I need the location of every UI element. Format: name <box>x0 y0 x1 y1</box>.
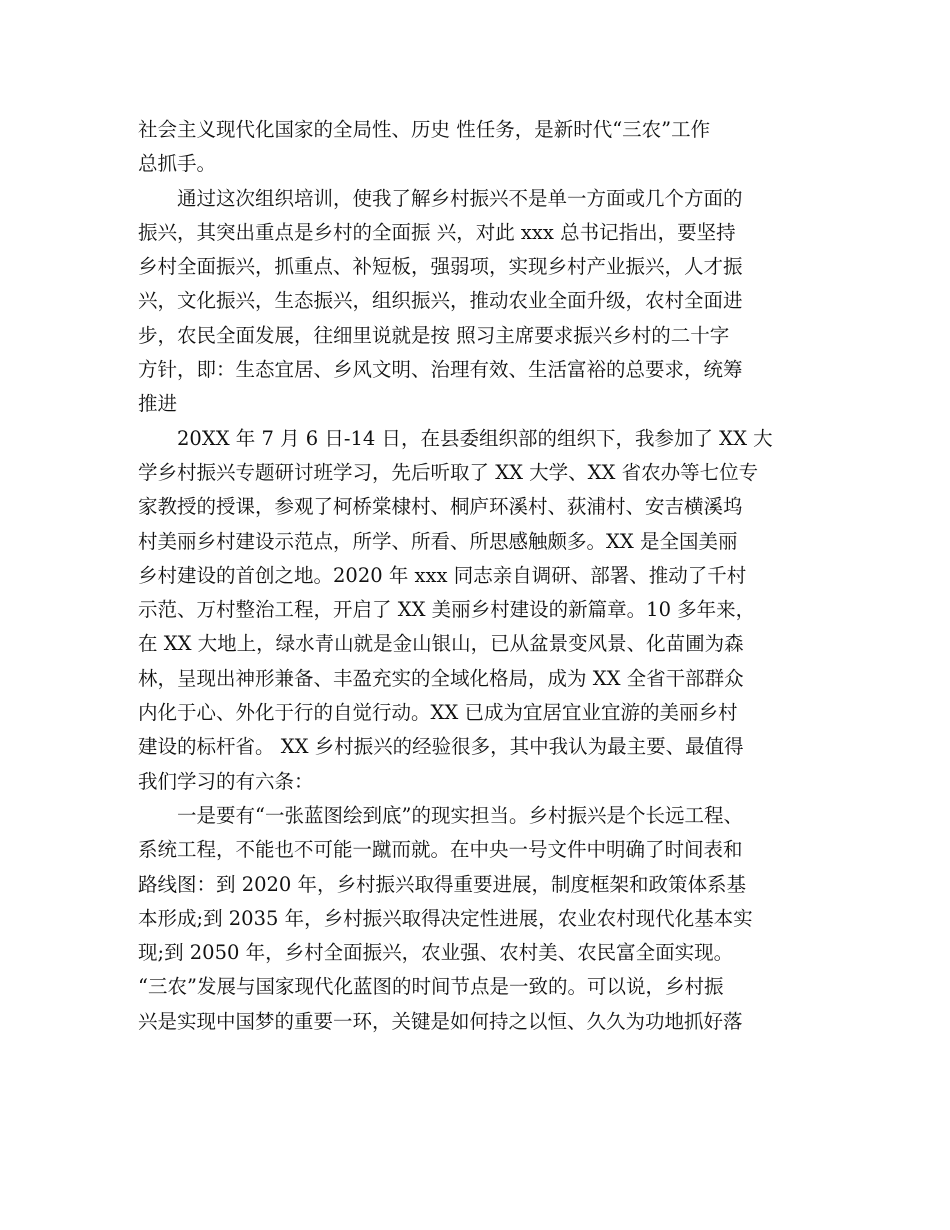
text-line: 20XX 年 7 月 6 日-14 日，在县委组织部的组织下，我参加了 XX 大 <box>138 426 773 450</box>
text-line: 社会主义现代化国家的全局性、历史 性任务，是新时代“三农”工作 <box>138 118 711 141</box>
text-line: 兴，文化振兴，生态振兴，组织振兴，推动农业全面升级，农村全面进 <box>138 289 743 313</box>
text-line: 系统工程，不能也不可能一蹴而就。在中央一号文件中明确了时间表和 <box>138 838 743 862</box>
text-line: 振兴，其突出重点是乡村的全面振 兴，对此 xxx 总书记指出，要坚持 <box>138 220 736 244</box>
text-line: 现;到 2050 年，乡村全面振兴，农业强、农村美、农民富全面实现。 <box>138 941 734 965</box>
text-line: 路线图：到 2020 年，乡村振兴取得重要进展，制度框架和政策体系基 <box>138 872 747 896</box>
text-line: 家教授的授课，参观了柯桥棠棣村、桐庐环溪村、荻浦村、安吉横溪坞 <box>138 495 743 519</box>
text-line: 兴是实现中国梦的重要一环，关键是如何持之以恒、久久为功地抓好落 <box>138 1009 743 1033</box>
text-line: 林，呈现出神形兼备、丰盈充实的全域化格局，成为 XX 全省干部群众 <box>138 666 744 690</box>
text-line: 示范、万村整治工程，开启了 XX 美丽乡村建设的新篇章。10 多年来， <box>138 598 756 622</box>
text-line: 乡村建设的首创之地。2020 年 xxx 同志亲自调研、部署、推动了千村 <box>138 563 747 587</box>
text-line: 总抓手。 <box>138 152 217 176</box>
text-line: 乡村全面振兴，抓重点、补短板，强弱项，实现乡村产业振兴，人才振 <box>138 255 743 279</box>
text-line: 通过这次组织培训，使我了解乡村振兴不是单一方面或几个方面的 <box>138 186 743 210</box>
text-line: 学乡村振兴专题研讨班学习，先后听取了 XX 大学、XX 省农办等七位专 <box>138 460 759 484</box>
text-line: 建设的标杆省。 XX 乡村振兴的经验很多，其中我认为最主要、最值得 <box>138 735 744 759</box>
text-line: 在 XX 大地上，绿水青山就是金山银山，已从盆景变风景、化苗圃为森 <box>138 632 744 656</box>
text-line: 我们学习的有六条： <box>138 769 314 793</box>
document-body <box>138 113 818 1039</box>
text-line: 方针，即：生态宜居、乡风文明、治理有效、生活富裕的总要求，统筹 <box>138 358 743 382</box>
text-line: 一是要有“一张蓝图绘到底”的现实担当。乡村振兴是个长远工程、 <box>138 803 743 827</box>
text-line: 内化于心、外化于行的自觉行动。XX 已成为宜居宜业宜游的美丽乡村 <box>138 701 738 725</box>
text-line: “三农”发展与国家现代化蓝图的时间节点是一致的。可以说，乡村振 <box>138 975 724 999</box>
text-line: 步，农民全面发展，往细里说就是按 照习主席要求振兴乡村的二十字 <box>138 323 730 347</box>
text-line: 村美丽乡村建设示范点，所学、所看、所思感触颇多。XX 是全国美丽 <box>138 529 738 553</box>
text-line: 本形成;到 2035 年，乡村振兴取得决定性进展，农业农村现代化基本实 <box>138 906 753 930</box>
text-line: 推进 <box>138 392 178 416</box>
